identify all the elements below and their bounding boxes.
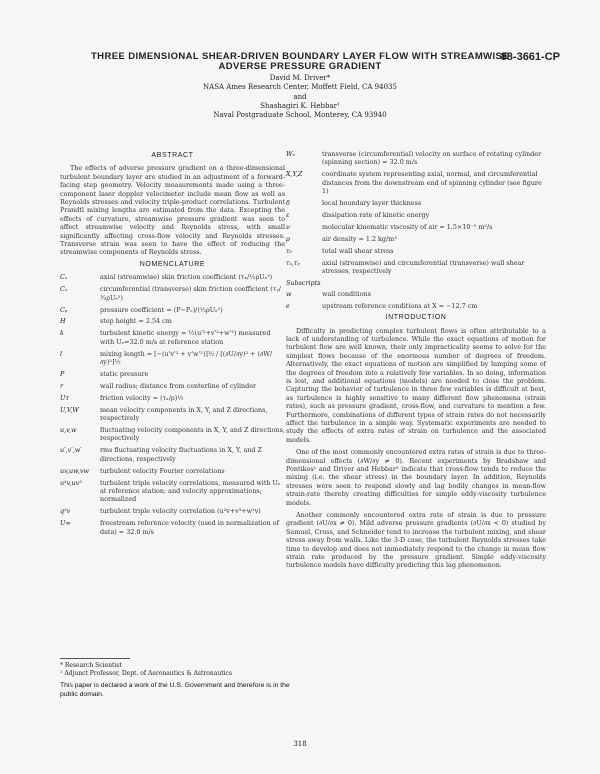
nomenclature-symbol: Cₚ bbox=[60, 305, 68, 314]
nomenclature-symbol: ε bbox=[286, 210, 290, 219]
nomenclature-definition: step height = 2.54 cm bbox=[100, 317, 172, 326]
nomenclature-definition: local boundary layer thickness bbox=[322, 199, 422, 208]
nomenclature-symbol: U,V,W bbox=[60, 405, 79, 414]
nomenclature-entry bbox=[286, 223, 546, 231]
intro-paragraph-1: Difficulty in predicting complex turbulent flows is often attributable to a lack of understanding of turbulence. While the exact equations of motion for turbulent flow are well known, their only impracticality seems to solve for the simplest flows because of the enormous number of degrees of freedom. Alternatively, the exact equations of motion are simplified by lumping some of the degrees of freedom into a relatively few variables. In so doing, information is lost, and additional equations (models) are needed to close the problem. Capturing the behavior of turbulence in three few variables is difficult at best, as turbulence is highly sensitive to many different flow phenomena (strain rates), such as pressure gradient, cross-flow, and curvature to mention a few. Furthermore, combinations of different types of strain rates do not necessarily affect the turbulence in a simple way. Systematic experiments are needed to study the effects of extra rates of strain on turbulence and the associated models. bbox=[286, 326, 546, 444]
author-1: David M. Driver* bbox=[269, 74, 331, 82]
right-column bbox=[286, 150, 546, 574]
nomenclature-heading: NOMENCLATURE bbox=[139, 260, 206, 268]
introduction-heading: INTRODUCTION bbox=[385, 314, 447, 322]
nomenclature-list-left bbox=[60, 273, 285, 536]
author-2: Shashagiri K. Hebbar¹ bbox=[260, 101, 340, 110]
abstract-heading: ABSTRACT bbox=[151, 152, 194, 159]
nomenclature-entry bbox=[60, 467, 285, 475]
nomenclature-symbol: U∞ bbox=[60, 519, 71, 528]
subscripts-heading: Subscripts bbox=[286, 278, 321, 287]
nomenclature-entry bbox=[60, 519, 285, 536]
nomenclature-definition: wall conditions bbox=[322, 290, 371, 299]
nomenclature-entry bbox=[60, 306, 285, 314]
nomenclature-entry bbox=[60, 317, 285, 325]
nomenclature-entry bbox=[60, 273, 285, 281]
nomenclature-definition: pressure coefficient = (P−Pₑ)/(½ρUₑ²) bbox=[100, 305, 223, 314]
nomenclature-symbol: w bbox=[286, 290, 292, 299]
nomenclature-definition: circumferential (transverse) skin friction coefficient (τᵧ/½ρUₑ²) bbox=[100, 285, 281, 302]
nomenclature-definition: friction velocity = (τₓ/ρ)½ bbox=[100, 393, 184, 402]
nomenclature-definition: upstream reference conditions at X = −12.7 cm bbox=[322, 302, 478, 311]
nomenclature-entry bbox=[60, 406, 285, 423]
nomenclature-entry bbox=[286, 199, 546, 207]
intro-paragraph-2: One of the most commonly encountered extra rates of strain is due to three-dimensional effects (∂W/∂y ≠ 0). Recent experiments by Bradshaw and Pontikos¹ and Driver and Hebbar² indicate that cross-flow tends to reduce the mixing (i.e. the shear stress) in the boundary layer. In addition, Reynolds stresses were seen to respond slowly and lag bodily changes in mean-flow strain-rate thereby creating difficulties for simple eddy-viscosity turbulence models. bbox=[286, 448, 546, 507]
nomenclature-entry bbox=[60, 329, 285, 346]
nomenclature-symbol: k bbox=[60, 329, 64, 338]
government-notice: This paper is declared a work of the U.S. Government and therefore is in the public domain. bbox=[60, 682, 290, 698]
nomenclature-symbol: δ bbox=[286, 199, 290, 208]
nomenclature-entry bbox=[286, 290, 546, 298]
nomenclature-entry bbox=[286, 247, 546, 255]
nomenclature-entry bbox=[60, 507, 285, 515]
nomenclature-symbol: τ₀ bbox=[286, 246, 293, 255]
nomenclature-list-right bbox=[286, 150, 546, 275]
nomenclature-definition: dissipation rate of kinetic energy bbox=[322, 210, 430, 219]
nomenclature-entry bbox=[60, 446, 285, 463]
nomenclature-definition: fluctuating velocity components in X, Y, and Z directions, respectively bbox=[100, 425, 285, 443]
nomenclature-definition: axial (streamwise) and circumferential (transverse) wall shear stresses, respectively bbox=[322, 258, 525, 275]
nomenclature-definition: coordinate system representing axial, normal, and circumferential distances from the downstream end of spinning cylinder (see figure 1) bbox=[322, 170, 542, 196]
nomenclature-definition: freestream reference velocity (used in normalization of data) = 32.0 m/s bbox=[100, 519, 279, 536]
nomenclature-symbol: u²v,uv² bbox=[60, 478, 82, 487]
nomenclature-entry bbox=[60, 382, 285, 390]
nomenclature-symbol: τₓ,τᵧ bbox=[286, 258, 300, 267]
nomenclature-symbol: u,v,w bbox=[60, 425, 77, 434]
nomenclature-definition: turbulent kinetic energy = ½(u'²+v'²+w'²) measured with Uₑ=32.0 m/s at reference station bbox=[100, 329, 271, 346]
nomenclature-entry bbox=[286, 170, 546, 195]
nomenclature-definition: molecular kinematic viscosity of air = 1.5×10⁻⁵ m²/s bbox=[322, 222, 493, 231]
nomenclature-entry bbox=[286, 150, 546, 167]
nomenclature-symbol: Uτ bbox=[60, 393, 69, 402]
nomenclature-definition: axial (streamwise) skin friction coefficient (τₓ/½ρUₑ²) bbox=[100, 273, 273, 282]
nomenclature-symbol: u′,v′,w′ bbox=[60, 446, 82, 455]
footnote-rule bbox=[60, 658, 130, 659]
nomenclature-entry bbox=[286, 235, 546, 243]
nomenclature-definition: turbulent triple velocity correlations, measured with Uₑ at reference station; and velocity approximations; normalized bbox=[100, 478, 281, 504]
paper-id: 88-3661-CP bbox=[500, 51, 560, 63]
nomenclature-definition: mean velocity components in X, Y, and Z directions, respectively bbox=[100, 405, 268, 423]
nomenclature-entry bbox=[60, 394, 285, 402]
paper-title: THREE DIMENSIONAL SHEAR-DRIVEN BOUNDARY LAYER FLOW WITH STREAMWISE ADVERSE PRESSURE GRADIENT bbox=[90, 51, 510, 72]
nomenclature-symbol: H bbox=[60, 317, 66, 326]
nomenclature-symbol: l bbox=[60, 349, 63, 358]
nomenclature-symbol: ν bbox=[286, 222, 290, 231]
nomenclature-definition: static pressure bbox=[100, 369, 149, 378]
abstract-text: The effects of adverse pressure gradient on a three-dimensional turbulent boundary layer are studied in an adjustment of a forward-facing step geometry. Velocity measurements made using a three-component laser doppler velocimeter include mean flow as well as Reynolds stresses and velocity triple-product correlations. Turbulent Prandtl mixing lengths are estimated from the data. Excepting the effects of curvature, streamwise pressure gradient was seen to affect streamwise velocity and Reynolds stress, with small significantly affecting cross-flow velocity and Reynolds stresses. Transverse strain was seen to have the effect of reducing the streamwise components of Reynolds stress. bbox=[60, 164, 285, 257]
nomenclature-definition: transverse (circumferential) velocity on surface of rotating cylinder (spinning section) = 32.0 m/s bbox=[322, 150, 542, 167]
page-number: 318 bbox=[293, 740, 307, 748]
nomenclature-entry bbox=[60, 426, 285, 443]
nomenclature-definition: rms fluctuating velocity fluctuations in X, Y, and Z directions, respectively bbox=[100, 446, 262, 463]
nomenclature-definition: mixing length = [−(u'v'² + v'w'²)]½ / [(∂U/∂y)² + (∂W/∂y)²]½ bbox=[100, 349, 272, 367]
nomenclature-symbol: Cₓ bbox=[60, 273, 68, 282]
affiliation-1: NASA Ames Research Center, Moffett Field, CA 94035 bbox=[203, 83, 397, 92]
intro-paragraph-3: Another commonly encountered extra rate of strain is due to pressure gradient (∂U/∂x ≠ 0). Mild adverse pressure gradients (∂U/∂x < 0) studied by Samuel, Cross, and Schneider tend to increase the turbulent mixing, and shear stress away from walls. Like the 3-D case, the turbulent Reynolds stresses take time to develop and does not immediately respond to the change in mean flow strain rate produced by the pressure gradient. Simple eddy-viscosity turbulence models have difficulty predicting this lag phenomenon. bbox=[286, 511, 546, 570]
footnote-2: ¹ Adjunct Professor, Dept. of Aeronautics & Astronautics bbox=[60, 669, 232, 677]
nomenclature-symbol: e bbox=[286, 302, 290, 311]
nomenclature-entry bbox=[60, 285, 285, 302]
nomenclature-definition: wall radius; distance from centerline of cylinder bbox=[100, 381, 257, 390]
nomenclature-symbol: q²v bbox=[60, 507, 71, 516]
nomenclature-symbol: uv,uw,vw bbox=[60, 466, 89, 475]
nomenclature-entry bbox=[286, 259, 546, 276]
footnote-1: * Research Scientist bbox=[60, 662, 122, 669]
nomenclature-entry bbox=[60, 350, 285, 367]
nomenclature-symbol: Wₑ bbox=[286, 150, 296, 158]
nomenclature-entry bbox=[60, 479, 285, 504]
nomenclature-entry bbox=[286, 211, 546, 219]
nomenclature-symbol: X,Y,Z bbox=[286, 170, 303, 179]
affiliation-2: Naval Postgraduate School, Monterey, CA 93940 bbox=[213, 111, 387, 120]
subscripts-list bbox=[286, 290, 546, 310]
nomenclature-symbol: ρ bbox=[286, 234, 290, 243]
nomenclature-symbol: Cᵧ bbox=[60, 285, 68, 294]
nomenclature-entry bbox=[60, 370, 285, 378]
author-separator: and bbox=[293, 92, 307, 101]
author-block bbox=[150, 74, 450, 120]
nomenclature-entry bbox=[286, 302, 546, 310]
footnotes bbox=[60, 658, 290, 677]
left-column bbox=[60, 150, 285, 539]
nomenclature-symbol: r bbox=[60, 381, 64, 390]
nomenclature-symbol: P bbox=[60, 369, 65, 378]
nomenclature-definition: turbulent velocity Fourier correlations bbox=[100, 466, 225, 475]
nomenclature-definition: total wall shear stress bbox=[322, 246, 394, 255]
nomenclature-definition: air density = 1.2 kg/m³ bbox=[322, 234, 397, 243]
nomenclature-definition: turbulent triple velocity correlation (u²v+v³+w²v) bbox=[100, 507, 261, 516]
